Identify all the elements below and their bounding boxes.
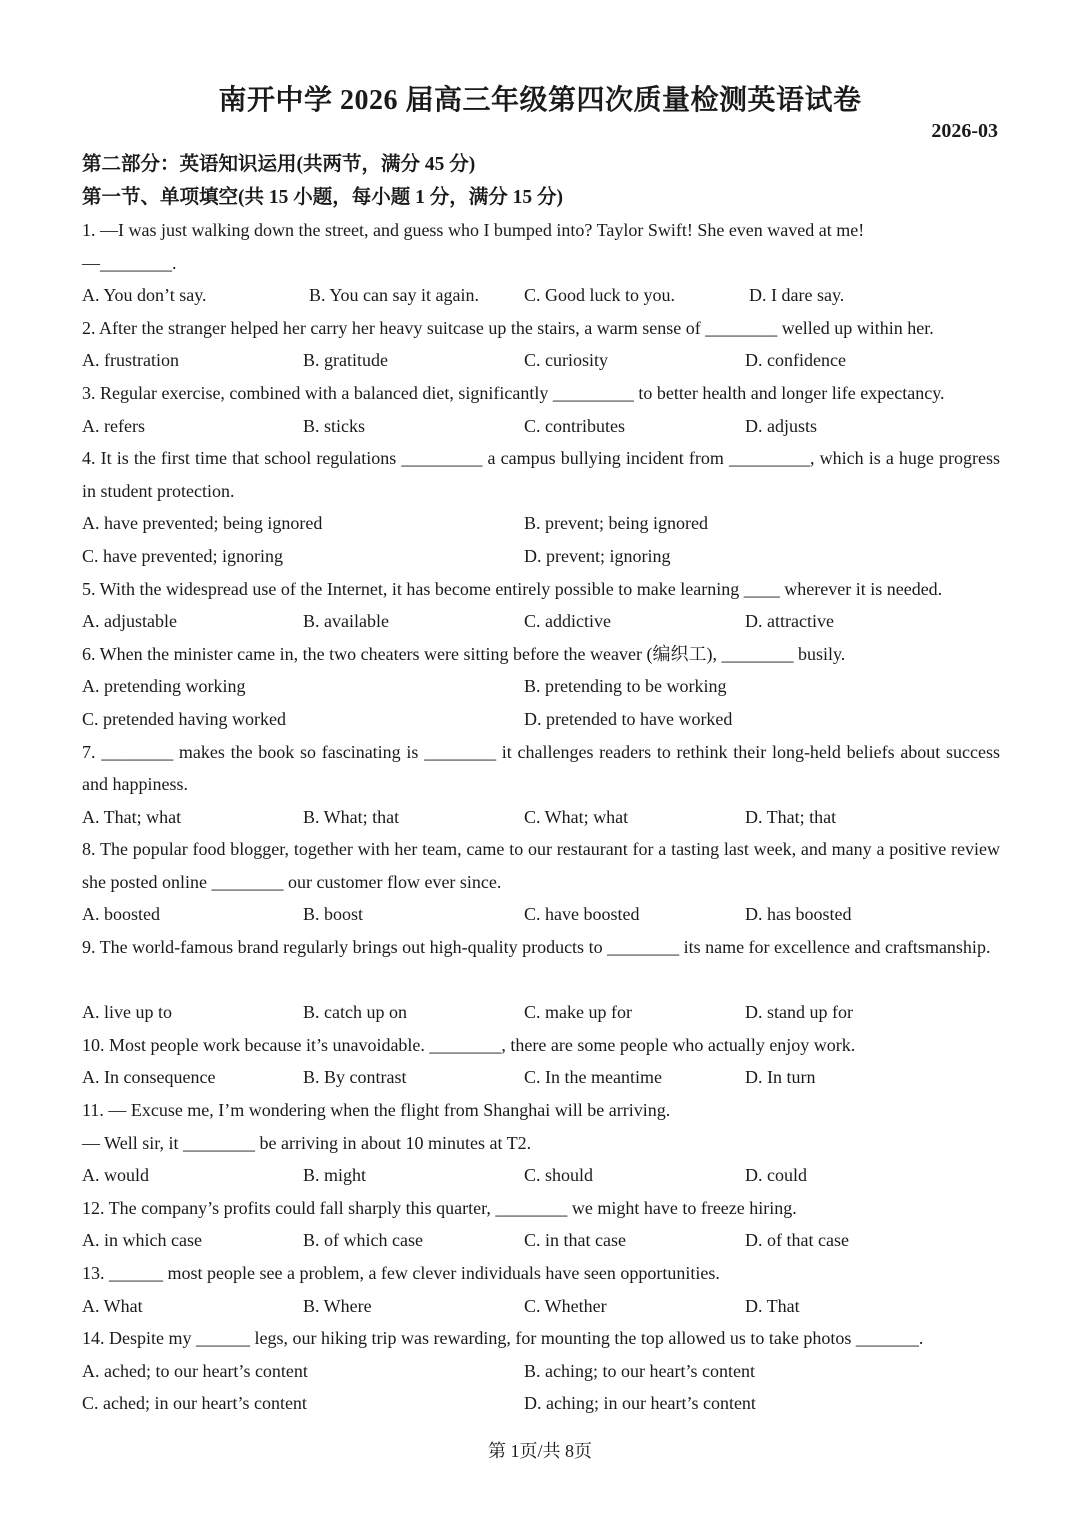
option-a[interactable]: A. What [82, 1295, 143, 1316]
question-options [82, 1290, 1000, 1323]
option-c[interactable]: C. have prevented; ignoring [82, 545, 283, 566]
option-d[interactable]: D. of that case [745, 1230, 849, 1251]
question-options [82, 1355, 1000, 1388]
question-stem: 13. ______ most people see a problem, a few clever individuals have seen opportunities. [82, 1263, 720, 1283]
option-d[interactable]: D. attractive [745, 611, 834, 632]
option-a[interactable]: A. refers [82, 415, 145, 436]
question-options [82, 801, 1000, 834]
option-d[interactable]: D. I dare say. [749, 285, 845, 306]
option-c[interactable]: C. addictive [524, 611, 611, 632]
option-a[interactable]: A. boosted [82, 904, 160, 925]
option-a[interactable]: A. In consequence [82, 1067, 216, 1088]
option-c[interactable]: C. pretended having worked [82, 708, 286, 729]
option-c[interactable]: C. What; what [524, 806, 629, 827]
page-number: 第 1页/共 8页 [487, 1441, 592, 1461]
question-stem: 3. Regular exercise, combined with a balanced diet, significantly _________ to better health and longer life expectancy. [82, 382, 945, 403]
option-c[interactable]: C. ached; in our heart’s content [82, 1393, 307, 1414]
option-c[interactable]: C. curiosity [524, 350, 608, 371]
question-options [82, 1387, 1000, 1420]
option-a[interactable]: A. have prevented; being ignored [82, 513, 323, 534]
option-b[interactable]: B. What; that [303, 806, 400, 827]
question-stem: 1. —I was just walking down the street, and guess who I bumped into? Taylor Swift! She even waved at me! [82, 220, 865, 240]
option-d[interactable]: D. stand up for [745, 1002, 853, 1023]
question-options [82, 410, 1000, 443]
option-b[interactable]: B. prevent; being ignored [524, 513, 708, 534]
question-options [82, 703, 1000, 736]
question-stem: 2. After the stranger helped her carry her heavy suitcase up the stairs, a warm sense of ________ welled up within her. [82, 317, 934, 338]
option-a[interactable]: A. pretending working [82, 676, 246, 697]
option-b[interactable]: B. of which case [303, 1230, 423, 1251]
option-c[interactable]: C. make up for [524, 1002, 632, 1023]
question-stem: 14. Despite my ______ legs, our hiking trip was rewarding, for mounting the top allowed us to take photos _______. [82, 1328, 924, 1349]
option-c[interactable]: C. Good luck to you. [524, 285, 675, 306]
option-b[interactable]: B. boost [303, 904, 364, 925]
exam-date: 2026-03 [931, 120, 998, 142]
option-b[interactable]: B. catch up on [303, 1002, 407, 1023]
option-b[interactable]: B. gratitude [303, 350, 388, 371]
option-c[interactable]: C. have boosted [524, 904, 640, 925]
question-options [82, 279, 1000, 312]
question-stem: 5. With the widespread use of the Internet, it has become entirely possible to make learning ____ wherever it is needed. [82, 578, 943, 599]
option-d[interactable]: D. has boosted [745, 904, 852, 925]
option-d[interactable]: D. pretended to have worked [524, 708, 733, 729]
question-stem: 7. ________ makes the book so fascinating is ________ it challenges readers to rethink their long-held beliefs about success and happiness. [82, 741, 1000, 795]
option-a[interactable]: A. frustration [82, 350, 179, 371]
option-b[interactable]: B. Where [303, 1295, 372, 1316]
question-options [82, 996, 1000, 1029]
option-a[interactable]: A. You don’t say. [82, 285, 207, 306]
option-b[interactable]: B. You can say it again. [309, 285, 479, 306]
option-a[interactable]: A. would [82, 1165, 149, 1186]
question-stem: 4. It is the first time that school regulations _________ a campus bullying incident from _________, which is a huge progress in student protection. [82, 448, 1000, 501]
question-stem: 9. The world-famous brand regularly brings out high-quality products to ________ its name for excellence and craftsmanship. [82, 937, 991, 958]
section-heading: 第一节、单项填空(共 15 小题，每小题 1 分，满分 15 分) [82, 187, 563, 208]
question-stem: 10. Most people work because it’s unavoidable. ________, there are some people who actually enjoy work. [82, 1034, 856, 1055]
question-options [82, 344, 1000, 377]
question-stem: 8. The popular food blogger, together with her team, came to our restaurant for a tasting last week, and many a positive review she posted online ________ our customer flow ever since. [82, 839, 1000, 892]
question-options [82, 670, 1000, 703]
question-options [82, 540, 1000, 573]
question-reply: — Well sir, it ________ be arriving in about 10 minutes at T2. [82, 1132, 532, 1153]
option-b[interactable]: B. sticks [303, 415, 366, 436]
part-heading: 第二部分：英语知识运用(共两节，满分 45 分) [82, 154, 476, 175]
option-d[interactable]: D. In turn [745, 1067, 816, 1088]
option-b[interactable]: B. aching; to our heart’s content [524, 1360, 755, 1381]
option-c[interactable]: C. contributes [524, 415, 625, 436]
option-b[interactable]: B. might [303, 1165, 367, 1186]
option-a[interactable]: A. ached; to our heart’s content [82, 1360, 308, 1381]
option-c[interactable]: C. in that case [524, 1230, 626, 1251]
option-d[interactable]: D. aching; in our heart’s content [524, 1393, 756, 1414]
option-d[interactable]: D. adjusts [745, 415, 817, 436]
question-options [82, 1061, 1000, 1094]
option-d[interactable]: D. could [745, 1165, 807, 1186]
option-c[interactable]: C. should [524, 1165, 594, 1186]
option-d[interactable]: D. That [745, 1295, 800, 1316]
option-c[interactable]: C. In the meantime [524, 1067, 662, 1088]
question-stem: 6. When the minister came in, the two cheaters were sitting before the weaver (编织工), ________ busily. [82, 643, 846, 664]
option-c[interactable]: C. Whether [524, 1295, 607, 1316]
question-options [82, 1224, 1000, 1257]
option-b[interactable]: B. By contrast [303, 1067, 407, 1088]
option-a[interactable]: A. in which case [82, 1230, 202, 1251]
option-d[interactable]: D. confidence [745, 350, 846, 371]
option-d[interactable]: D. That; that [745, 806, 837, 827]
option-d[interactable]: D. prevent; ignoring [524, 545, 671, 566]
option-a[interactable]: A. That; what [82, 806, 182, 827]
option-a[interactable]: A. adjustable [82, 611, 177, 632]
question-options [82, 898, 1000, 931]
option-b[interactable]: B. available [303, 611, 389, 632]
option-a[interactable]: A. live up to [82, 1002, 172, 1023]
question-stem: 11. — Excuse me, I’m wondering when the flight from Shanghai will be arriving. [82, 1100, 671, 1121]
exam-content [82, 148, 1000, 1420]
question-reply: —________. [82, 252, 177, 273]
question-options [82, 605, 1000, 638]
exam-title: 南开中学 2026 届高三年级第四次质量检测英语试卷 [218, 85, 862, 116]
option-b[interactable]: B. pretending to be working [524, 676, 727, 697]
question-options [82, 1159, 1000, 1192]
question-options [82, 507, 1000, 540]
question-stem: 12. The company’s profits could fall sharply this quarter, ________ we might have to freeze hiring. [82, 1197, 797, 1218]
